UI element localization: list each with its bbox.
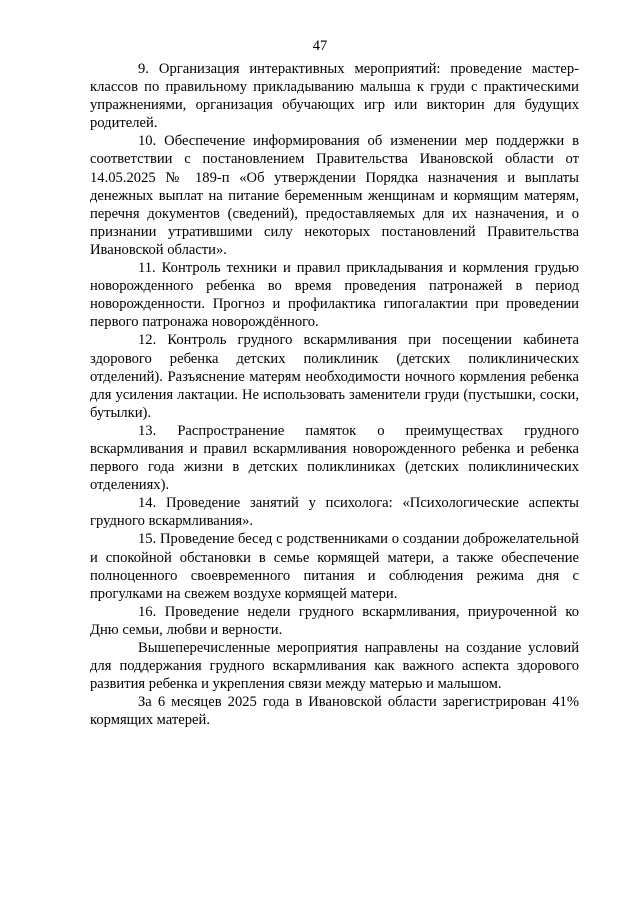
paragraph-item-15: 15. Проведение бесед с родственниками о создании доброжелательной и спокойной обстановки в семье кормящей матери, а также обеспечение полноценного своевременного питания и соблюдения режима дня с прогулками на свежем воздухе кормящей матери. — [90, 531, 579, 602]
paragraph-item-11: 11. Контроль техники и правил прикладывания и кормления грудью новорожденного ребенка во время проведения патронажей в период новорожденности. Прогноз и профилактика гипогалактии при проведении первого патронажа новорождённого. — [90, 260, 579, 331]
paragraph-item-13: 13. Распространение памяток о преимуществах грудного вскармливания и правил вскармливания новорожденного ребенка и ребенка первого года жизни в детских поликлиниках (детских поликлинических отделениях). — [90, 422, 579, 494]
page-number: 47 — [312, 38, 328, 54]
paragraph-item-9: 9. Организация интерактивных мероприятий: проведение мастер-классов по правильному прикладыванию малыша к груди с практическими упражнениями, организация обучающих игр или викторин для будущих родителей. — [90, 61, 579, 132]
paragraph-item-12: 12. Контроль грудного вскармливания при посещении кабинета здорового ребенка детских поликлиник (детских поликлинических отделений). Разъяснение матерям необходимости ночного кормления ребенка для усиления лактации. Не использовать заменители груди (пустышки, соски, бутылки). — [90, 332, 579, 421]
paragraph-item-16: 16. Проведение недели грудного вскармливания, приуроченной ко Дню семьи, любви и верности. — [90, 603, 579, 638]
paragraph-summary: Вышеперечисленные мероприятия направлены на создание условий для поддержания грудного вскармливания как важного аспекта здорового развития ребенка и укрепления связи между матерью и малышом. — [90, 640, 579, 693]
paragraph-item-10: 10. Обеспечение информирования об изменении мер поддержки в соответствии с постановлением Правительства Ивановской области от 14.05.2025 № 189-п «Об утверждении Порядка назначения и выплаты денежных выплат на питание беременным женщинам и кормящим матерям, перечня документов (сведений), предоставляемых для их назначения, и о признании утратившими силу некоторых постановлений Правительства Ивановской области». — [90, 133, 579, 258]
document-body — [90, 60, 579, 729]
paragraph-item-14: 14. Проведение занятий у психолога: «Психологические аспекты грудного вскармливания». — [90, 495, 579, 530]
paragraph-statistics: За 6 месяцев 2025 года в Ивановской области зарегистрирован 41% кормящих матерей. — [90, 694, 579, 729]
